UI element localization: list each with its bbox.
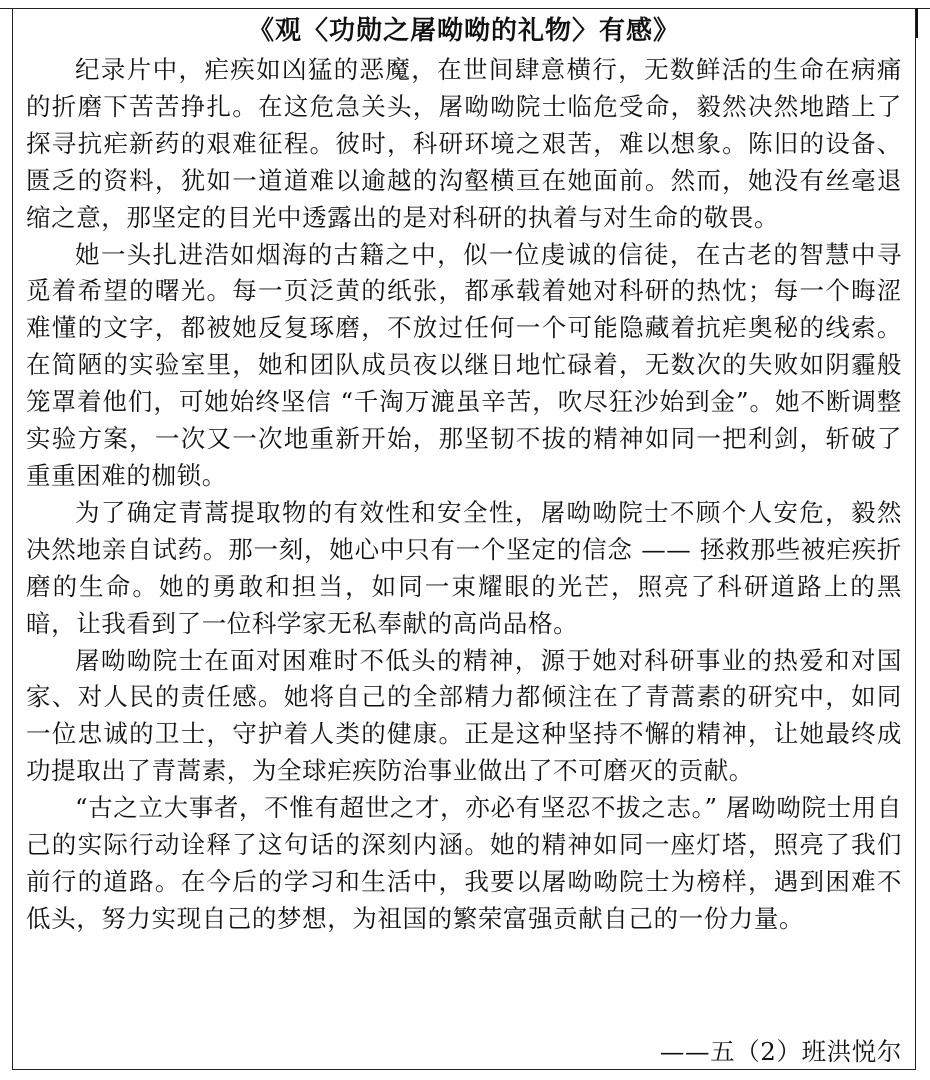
essay-body: [26, 52, 902, 938]
author-signature: ——五（2）班洪悦尔: [659, 1037, 902, 1066]
text-cursor: [916, 8, 918, 38]
paragraph-1: 纪录片中，疟疾如凶猛的恶魔，在世间肆意横行，无数鲜活的生命在病痛的折磨下苦苦挣扎。在这危急关头，屠呦呦院士临危受命，毅然决然地踏上了探寻抗疟新药的艰难征程。彼时，科研环境之艰苦，难以想象。陈旧的设备、匮乏的资料，犹如一道道难以逾越的沟壑横亘在她面前。然而，她没有丝毫退缩之意，那坚定的目光中透露出的是对科研的执着与对生命的敬畏。: [26, 55, 902, 232]
paragraph-2: 她一头扎进浩如烟海的古籍之中，似一位虔诚的信徒，在古老的智慧中寻觅着希望的曙光。每一页泛黄的纸张，都承载着她对科研的热忱；每一个晦涩难懂的文字，都被她反复琢磨，不放过任何一个可能隐藏着抗疟奥秘的线索。在简陋的实验室里，她和团队成员夜以继日地忙碌着，无数次的失败如阴霾般笼罩着他们，可她始终坚信 “千淘万漉虽辛苦，吹尽狂沙始到金”。她不断调整实验方案，一次又一次地重新开始，那坚韧不拔的精神如同一把利剑，斩破了重重困难的枷锁。: [26, 239, 902, 490]
essay-title: 《观〈功勋之屠呦呦的礼物〉有感》: [247, 16, 680, 46]
paragraph-3: 为了确定青蒿提取物的有效性和安全性，屠呦呦院士不顾个人安危，毅然决然地亲自试药。那一刻，她心中只有一个坚定的信念 —— 拯救那些被疟疾折磨的生命。她的勇敢和担当，如同一束耀眼的光芒，照亮了科研道路上的黑暗，让我看到了一位科学家无私奉献的高尚品格。: [26, 497, 902, 638]
paragraph-4: 屠呦呦院士在面对困难时不低头的精神，源于她对科研事业的热爱和对国家、对人民的责任感。她将自己的全部精力都倾注在了青蒿素的研究中，如同一位忠诚的卫士，守护着人类的健康。正是这种坚持不懈的精神，让她最终成功提取出了青蒿素，为全球疟疾防治事业做出了不可磨灭的贡献。: [26, 645, 902, 786]
paragraph-5: “古之立大事者，不惟有超世之才，亦必有坚忍不拔之志。” 屠呦呦院士用自己的实际行动诠释了这句话的深刻内涵。她的精神如同一座灯塔，照亮了我们前行的道路。在今后的学习和生活中，我要以屠呦呦院士为榜样，遇到困难不低头，努力实现自己的梦想，为祖国的繁荣富强贡献自己的一份力量。: [26, 793, 902, 933]
